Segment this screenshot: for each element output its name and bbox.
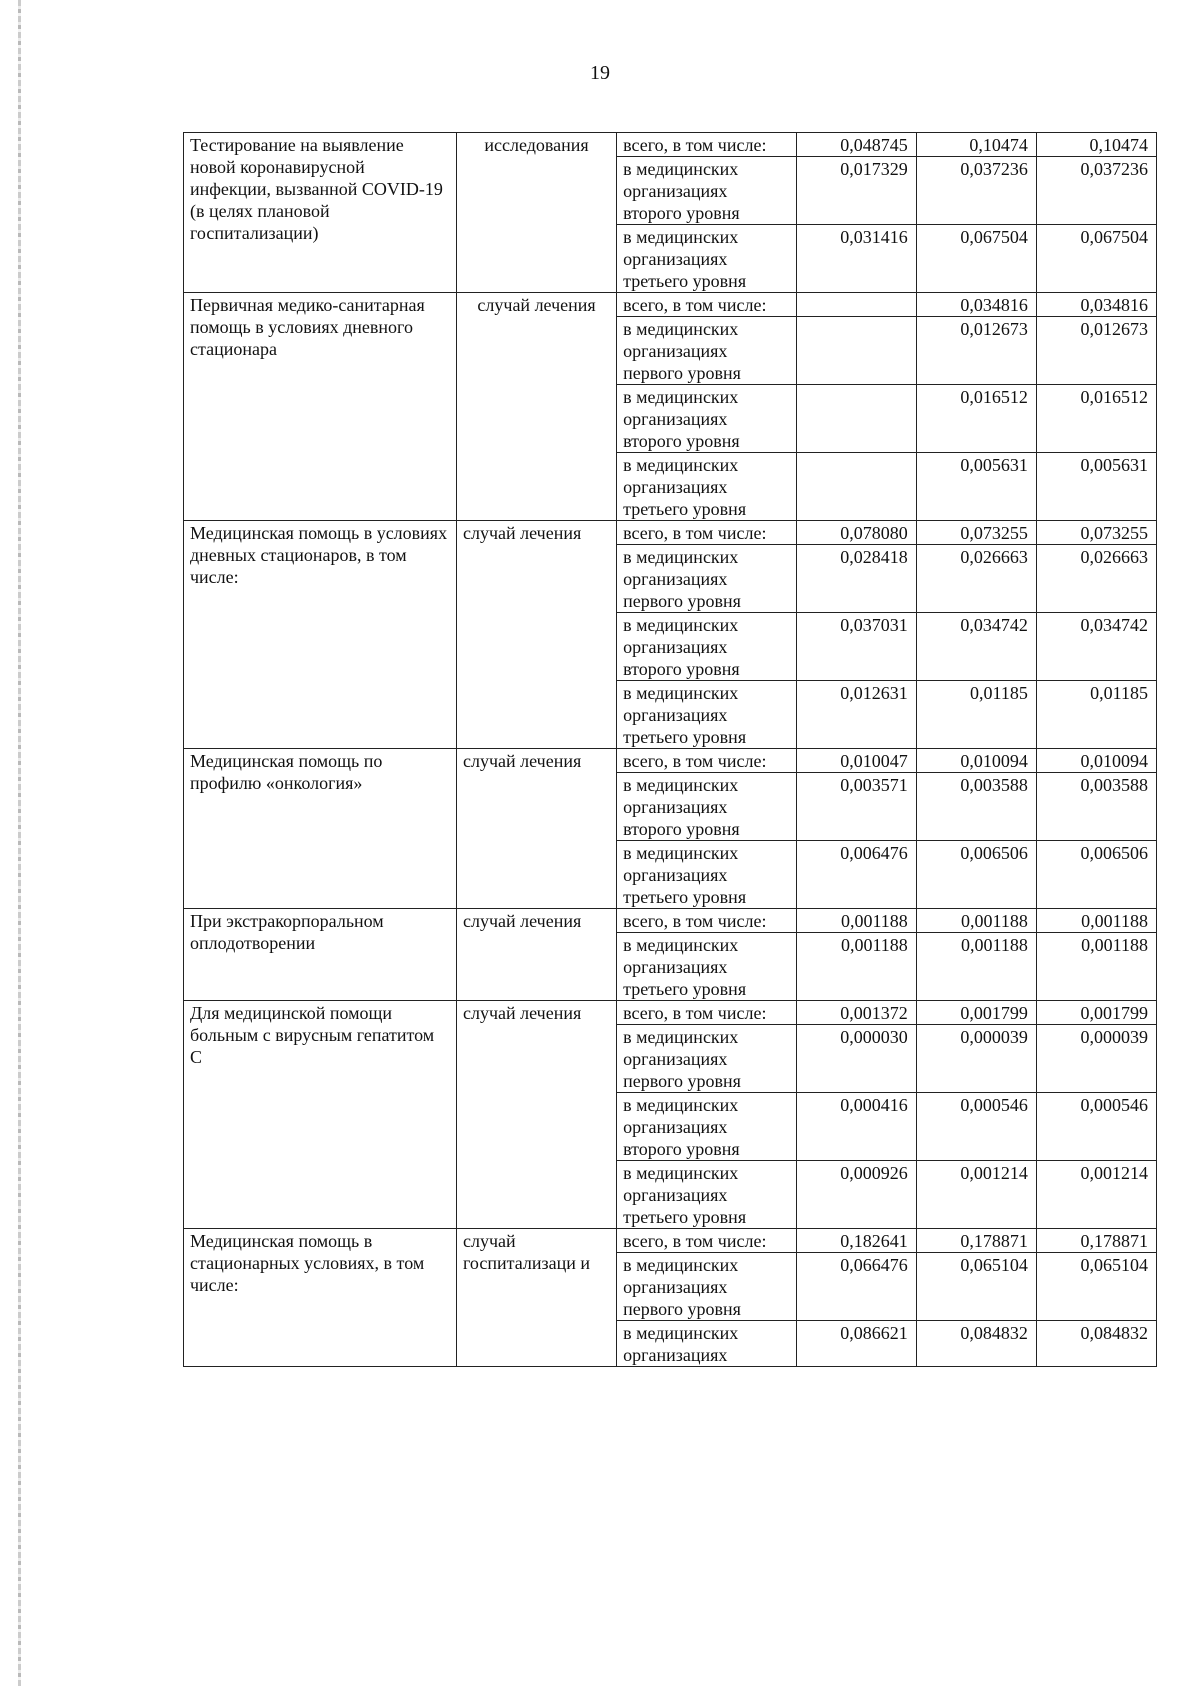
value-cell-v3: 0,016512 [1036, 385, 1156, 453]
value-cell-v2: 0,001214 [916, 1161, 1036, 1229]
unit-cell: случай лечения [457, 909, 617, 1001]
table-row [184, 133, 1157, 157]
level-cell: в медицинских организациях второго уровня [617, 385, 797, 453]
value-cell-v3: 0,067504 [1036, 225, 1156, 293]
unit-cell: исследования [457, 133, 617, 293]
value-cell-v3: 0,178871 [1036, 1229, 1156, 1253]
table-row [184, 1001, 1157, 1025]
value-cell-v1: 0,000416 [796, 1093, 916, 1161]
value-cell-v1: 0,078080 [796, 521, 916, 545]
value-cell-v1: 0,066476 [796, 1253, 916, 1321]
unit-cell: случай лечения [457, 749, 617, 909]
value-cell-v3: 0,012673 [1036, 317, 1156, 385]
level-cell: всего, в том числе: [617, 133, 797, 157]
table-body [184, 133, 1157, 1367]
value-cell-v3: 0,003588 [1036, 773, 1156, 841]
value-cell-v1: 0,028418 [796, 545, 916, 613]
value-cell-v2: 0,000546 [916, 1093, 1036, 1161]
value-cell-v1: 0,001372 [796, 1001, 916, 1025]
level-cell: в медицинских организациях второго уровня [617, 1093, 797, 1161]
service-name-cell: Медицинская помощь в условиях дневных стационаров, в том числе: [184, 521, 457, 749]
table-row [184, 521, 1157, 545]
value-cell-v1: 0,010047 [796, 749, 916, 773]
level-cell: в медицинских организациях третьего уровня [617, 453, 797, 521]
value-cell-v1: 0,182641 [796, 1229, 916, 1253]
value-cell-v3: 0,073255 [1036, 521, 1156, 545]
indicators-table [183, 132, 1157, 1367]
service-name-cell: Для медицинской помощи больным с вирусным гепатитом С [184, 1001, 457, 1229]
value-cell-v3: 0,01185 [1036, 681, 1156, 749]
level-cell: всего, в том числе: [617, 909, 797, 933]
value-cell-v2: 0,001188 [916, 933, 1036, 1001]
value-cell-v3: 0,001214 [1036, 1161, 1156, 1229]
level-cell: в медицинских организациях первого уровня [617, 1253, 797, 1321]
value-cell-v2: 0,000039 [916, 1025, 1036, 1093]
value-cell-v2: 0,034816 [916, 293, 1036, 317]
service-name-cell: Первичная медико-санитарная помощь в условиях дневного стационара [184, 293, 457, 521]
value-cell-v3: 0,065104 [1036, 1253, 1156, 1321]
level-cell: в медицинских организациях второго уровня [617, 613, 797, 681]
unit-cell: случай лечения [457, 521, 617, 749]
level-cell: всего, в том числе: [617, 1229, 797, 1253]
value-cell-v1: 0,017329 [796, 157, 916, 225]
value-cell-v2: 0,073255 [916, 521, 1036, 545]
value-cell-v3: 0,037236 [1036, 157, 1156, 225]
value-cell-v3: 0,034742 [1036, 613, 1156, 681]
level-cell: в медицинских организациях третьего уровня [617, 1161, 797, 1229]
value-cell-v1 [796, 293, 916, 317]
level-cell: в медицинских организациях третьего уровня [617, 681, 797, 749]
value-cell-v2: 0,005631 [916, 453, 1036, 521]
value-cell-v3: 0,006506 [1036, 841, 1156, 909]
value-cell-v2: 0,006506 [916, 841, 1036, 909]
value-cell-v2: 0,026663 [916, 545, 1036, 613]
value-cell-v2: 0,001188 [916, 909, 1036, 933]
level-cell: в медицинских организациях второго уровня [617, 157, 797, 225]
value-cell-v3: 0,084832 [1036, 1321, 1156, 1367]
value-cell-v2: 0,003588 [916, 773, 1036, 841]
value-cell-v3: 0,001188 [1036, 933, 1156, 1001]
value-cell-v1: 0,048745 [796, 133, 916, 157]
value-cell-v1: 0,086621 [796, 1321, 916, 1367]
value-cell-v2: 0,001799 [916, 1001, 1036, 1025]
table-row [184, 749, 1157, 773]
value-cell-v3: 0,000039 [1036, 1025, 1156, 1093]
value-cell-v2: 0,012673 [916, 317, 1036, 385]
value-cell-v2: 0,016512 [916, 385, 1036, 453]
value-cell-v1: 0,031416 [796, 225, 916, 293]
value-cell-v2: 0,084832 [916, 1321, 1036, 1367]
value-cell-v1: 0,012631 [796, 681, 916, 749]
service-name-cell: Медицинская помощь по профилю «онкология» [184, 749, 457, 909]
value-cell-v1: 0,001188 [796, 933, 916, 1001]
level-cell: всего, в том числе: [617, 749, 797, 773]
value-cell-v1 [796, 385, 916, 453]
unit-cell: случай госпитализаци и [457, 1229, 617, 1367]
level-cell: в медицинских организациях третьего уровня [617, 933, 797, 1001]
value-cell-v1: 0,003571 [796, 773, 916, 841]
level-cell: всего, в том числе: [617, 293, 797, 317]
value-cell-v2: 0,010094 [916, 749, 1036, 773]
level-cell: в медицинских организациях третьего уровня [617, 841, 797, 909]
level-cell: в медицинских организациях первого уровня [617, 545, 797, 613]
level-cell: в медицинских организациях третьего уровня [617, 225, 797, 293]
value-cell-v3: 0,034816 [1036, 293, 1156, 317]
value-cell-v1: 0,001188 [796, 909, 916, 933]
value-cell-v3: 0,000546 [1036, 1093, 1156, 1161]
level-cell: в медицинских организациях [617, 1321, 797, 1367]
value-cell-v3: 0,005631 [1036, 453, 1156, 521]
value-cell-v3: 0,026663 [1036, 545, 1156, 613]
value-cell-v2: 0,01185 [916, 681, 1036, 749]
value-cell-v2: 0,034742 [916, 613, 1036, 681]
value-cell-v3: 0,10474 [1036, 133, 1156, 157]
value-cell-v3: 0,010094 [1036, 749, 1156, 773]
service-name-cell: При экстракорпоральном оплодотворении [184, 909, 457, 1001]
value-cell-v3: 0,001799 [1036, 1001, 1156, 1025]
level-cell: в медицинских организациях первого уровня [617, 1025, 797, 1093]
value-cell-v2: 0,067504 [916, 225, 1036, 293]
page-number: 19 [590, 62, 610, 84]
level-cell: всего, в том числе: [617, 1001, 797, 1025]
level-cell: в медицинских организациях первого уровня [617, 317, 797, 385]
level-cell: в медицинских организациях второго уровня [617, 773, 797, 841]
level-cell: всего, в том числе: [617, 521, 797, 545]
value-cell-v2: 0,037236 [916, 157, 1036, 225]
value-cell-v1: 0,000030 [796, 1025, 916, 1093]
unit-cell: случай лечения [457, 293, 617, 521]
value-cell-v1 [796, 453, 916, 521]
value-cell-v2: 0,178871 [916, 1229, 1036, 1253]
scan-edge [18, 0, 21, 1686]
value-cell-v3: 0,001188 [1036, 909, 1156, 933]
value-cell-v1 [796, 317, 916, 385]
value-cell-v1: 0,006476 [796, 841, 916, 909]
table-row [184, 293, 1157, 317]
service-name-cell: Тестирование на выявление новой коронавирусной инфекции, вызванной COVID-19 (в целях плановой госпитализации) [184, 133, 457, 293]
table-row [184, 1229, 1157, 1253]
value-cell-v2: 0,10474 [916, 133, 1036, 157]
value-cell-v1: 0,000926 [796, 1161, 916, 1229]
table-row [184, 909, 1157, 933]
unit-cell: случай лечения [457, 1001, 617, 1229]
value-cell-v1: 0,037031 [796, 613, 916, 681]
value-cell-v2: 0,065104 [916, 1253, 1036, 1321]
service-name-cell: Медицинская помощь в стационарных условиях, в том числе: [184, 1229, 457, 1367]
